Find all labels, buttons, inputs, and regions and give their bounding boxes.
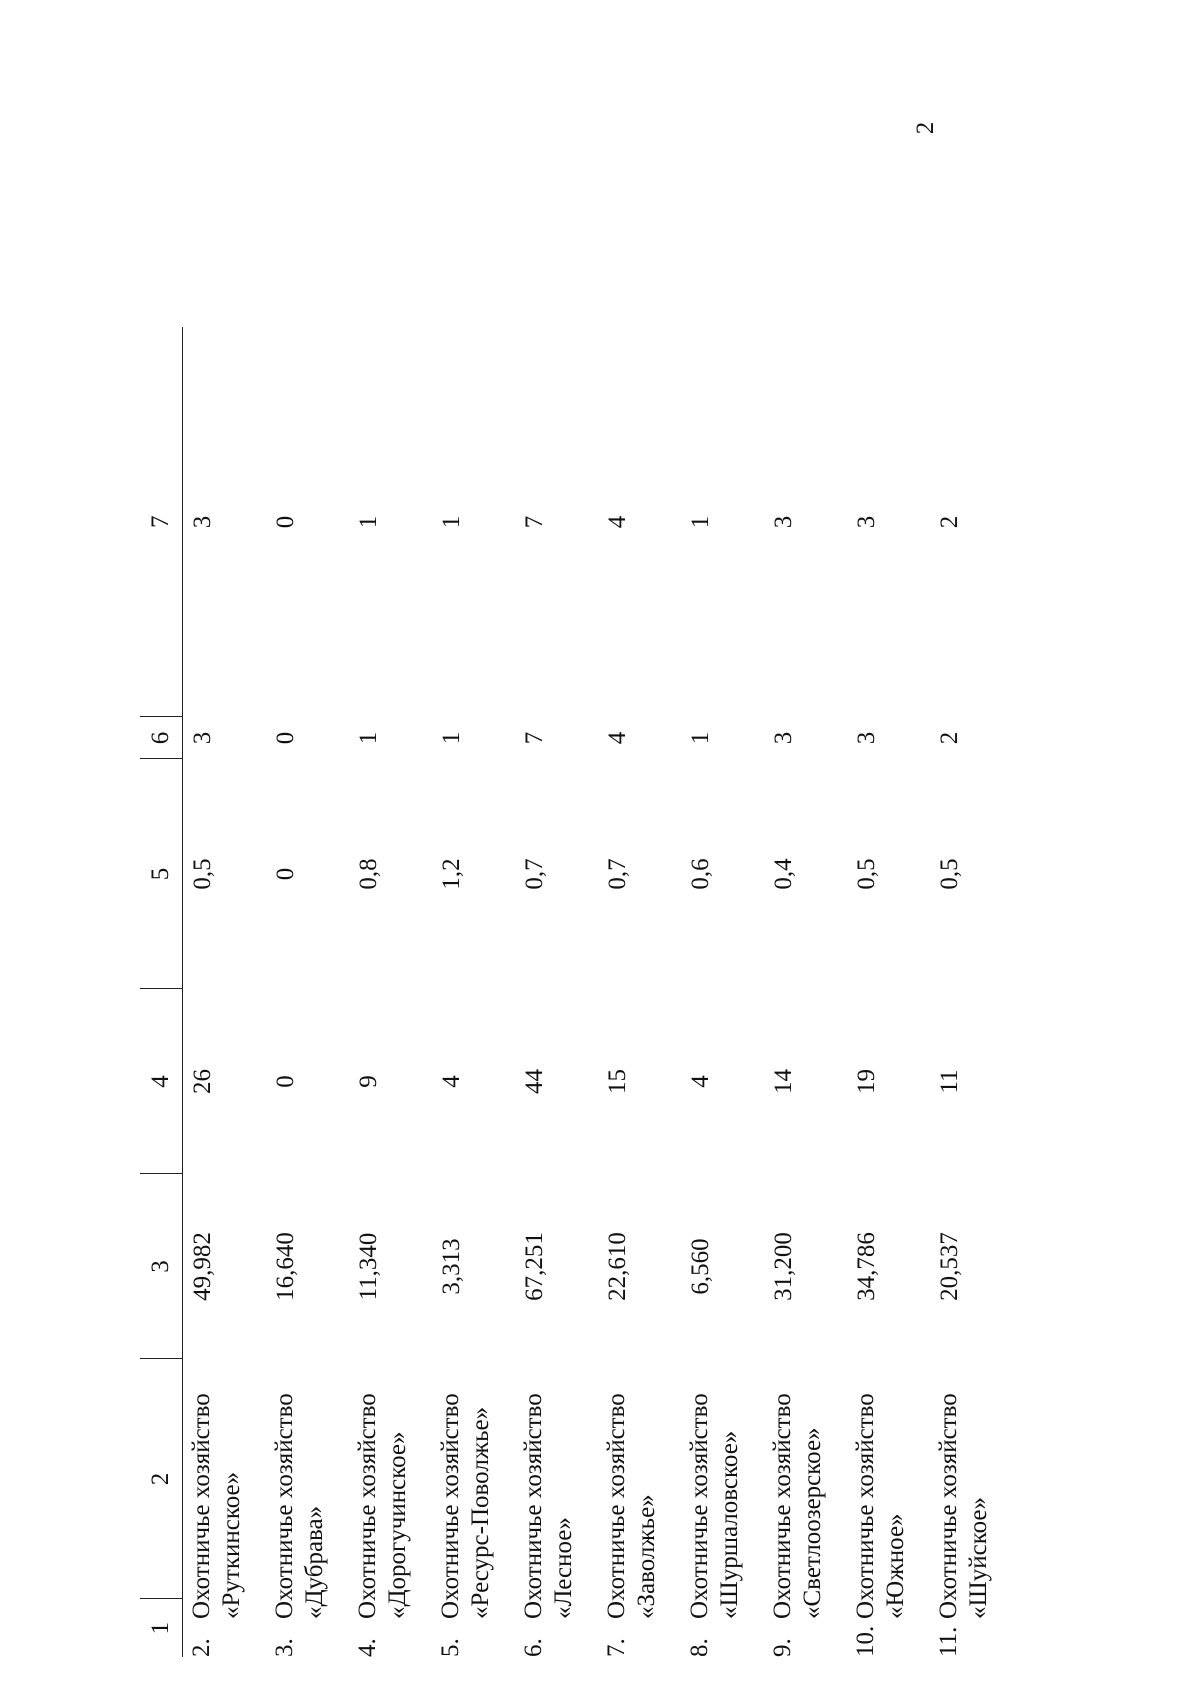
col-4-cell: 0 [271,1075,299,1088]
col-6-cell: 1 [437,731,465,745]
hunting-farms-table [140,327,1013,1657]
farm-type: Охотничье хозяйство [602,1393,630,1619]
farm-title: «Южное» [881,1513,909,1619]
farm-name [602,1393,662,1619]
col-4-cell: 11 [935,1069,963,1094]
farm-name [436,1393,496,1619]
farm-type: Охотничье хозяйство [934,1393,962,1619]
col-5-cell: 0,5 [188,858,216,890]
col-6-cell: 3 [852,731,880,745]
farm-name-cell [598,1359,681,1657]
farm-name-cell [432,1359,515,1657]
col-6-cell: 2 [935,731,963,745]
col-6-cell: 7 [520,731,548,745]
table-row [847,327,930,1657]
farm-name [851,1393,911,1619]
col-4-cell: 9 [354,1075,382,1088]
col-3-cell: 67,251 [520,1232,548,1301]
col-7-cell: 2 [935,515,963,529]
farm-title: «Дорогучинское» [383,1431,411,1619]
col-5-cell: 0,8 [354,858,382,890]
col-5-cell: 0,4 [769,858,797,890]
farm-type: Охотничье хозяйство [685,1393,713,1619]
farm-title: «Руткинское» [217,1471,245,1619]
farm-name-cell [847,1359,930,1657]
farm-title: «Заволжье» [632,1494,660,1619]
farm-title: «Светлоозерское» [798,1427,826,1619]
col-3-cell: 11,340 [354,1232,382,1301]
col-5-cell: 0,7 [603,858,631,890]
col-6-cell: 4 [603,731,631,745]
row-number: 4. [353,1638,381,1657]
col-6-cell: 3 [769,731,797,745]
col-3-cell: 16,640 [271,1232,299,1301]
col-7-cell: 7 [520,515,548,529]
row-number: 7. [602,1638,630,1657]
farm-title: «Лесное» [549,1517,577,1619]
table-row [764,327,847,1657]
header-cell-3: 3 [140,1174,183,1359]
col-3-cell: 3,313 [437,1238,465,1295]
col-4-cell: 44 [520,1069,548,1094]
page-number: 2 [912,121,939,135]
col-7-cell: 0 [271,515,299,529]
col-3-cell: 22,610 [603,1232,631,1301]
header-cell-1: 1 [140,1599,183,1657]
farm-title: «Дубрава» [300,1505,328,1619]
row-number: 11. [934,1626,962,1657]
farm-name-cell [681,1359,764,1657]
table-row [432,327,515,1657]
row-number: 2. [187,1638,215,1657]
col-4-cell: 14 [769,1069,797,1094]
farm-name-cell [349,1359,432,1657]
farm-type: Охотничье хозяйство [187,1393,215,1619]
row-number: 5. [436,1638,464,1657]
farm-name [187,1393,247,1619]
table-row [266,327,349,1657]
table-body [182,327,1013,1657]
table-row [182,327,266,1657]
col-6-cell: 0 [271,731,299,745]
col-7-cell: 4 [603,515,631,529]
table-row [515,327,598,1657]
header-cell-4: 4 [140,989,183,1174]
row-number: 6. [519,1638,547,1657]
farm-name-cell [266,1359,349,1657]
col-5-cell: 0,5 [852,858,880,890]
col-3-cell: 34,786 [852,1232,880,1301]
col-5-cell: 0,5 [935,858,963,890]
col-5-cell: 1,2 [437,858,465,890]
row-number: 8. [685,1638,713,1657]
farm-type: Охотничье хозяйство [436,1393,464,1619]
farm-type: Охотничье хозяйство [270,1393,298,1619]
farm-name [768,1393,828,1619]
rotated-table-container [140,327,992,1657]
row-number: 9. [768,1638,796,1657]
header-cell-5: 5 [140,759,183,989]
header-row [140,327,183,1657]
col-3-cell: 31,200 [769,1232,797,1301]
col-7-cell: 3 [188,515,216,529]
farm-name [270,1393,330,1619]
col-7-cell: 1 [437,515,465,529]
col-4-cell: 4 [686,1075,714,1088]
col-4-cell: 15 [603,1069,631,1094]
col-6-cell: 1 [354,731,382,745]
farm-name [685,1393,745,1619]
farm-type: Охотничье хозяйство [851,1393,879,1619]
farm-name [934,1393,994,1619]
col-5-cell: 0,7 [520,858,548,890]
header-cell-2: 2 [140,1359,183,1599]
col-4-cell: 19 [852,1069,880,1094]
col-7-cell: 1 [686,515,714,529]
col-6-cell: 1 [686,731,714,745]
table-row [681,327,764,1657]
col-6-cell: 3 [188,731,216,745]
farm-type: Охотничье хозяйство [353,1393,381,1619]
col-4-cell: 4 [437,1075,465,1088]
farm-name-cell [515,1359,598,1657]
col-7-cell: 3 [769,515,797,529]
farm-type: Охотничье хозяйство [519,1393,547,1619]
farm-title: «Шуйское» [964,1497,992,1619]
header-cell-7: 7 [140,327,183,717]
table-row [930,327,1013,1657]
row-number: 3. [270,1638,298,1657]
col-5-cell: 0 [271,867,299,881]
farm-title: «Шуршаловское» [715,1430,743,1619]
farm-name [353,1393,413,1619]
farm-name-cell [182,1359,266,1657]
col-7-cell: 3 [852,515,880,529]
farm-name-cell [764,1359,847,1657]
row-number: 10. [851,1625,879,1657]
col-7-cell: 1 [354,515,382,529]
farm-type: Охотничье хозяйство [768,1393,796,1619]
table-row [349,327,432,1657]
col-3-cell: 20,537 [935,1232,963,1301]
col-3-cell: 6,560 [686,1238,714,1295]
farm-title: «Ресурс-Поволжье» [466,1406,494,1619]
farm-name [519,1393,579,1619]
farm-name-cell [930,1359,1013,1657]
col-5-cell: 0,6 [686,858,714,890]
table-row [598,327,681,1657]
header-cell-6: 6 [140,717,183,759]
col-4-cell: 26 [188,1069,216,1094]
col-3-cell: 49,982 [188,1232,216,1301]
